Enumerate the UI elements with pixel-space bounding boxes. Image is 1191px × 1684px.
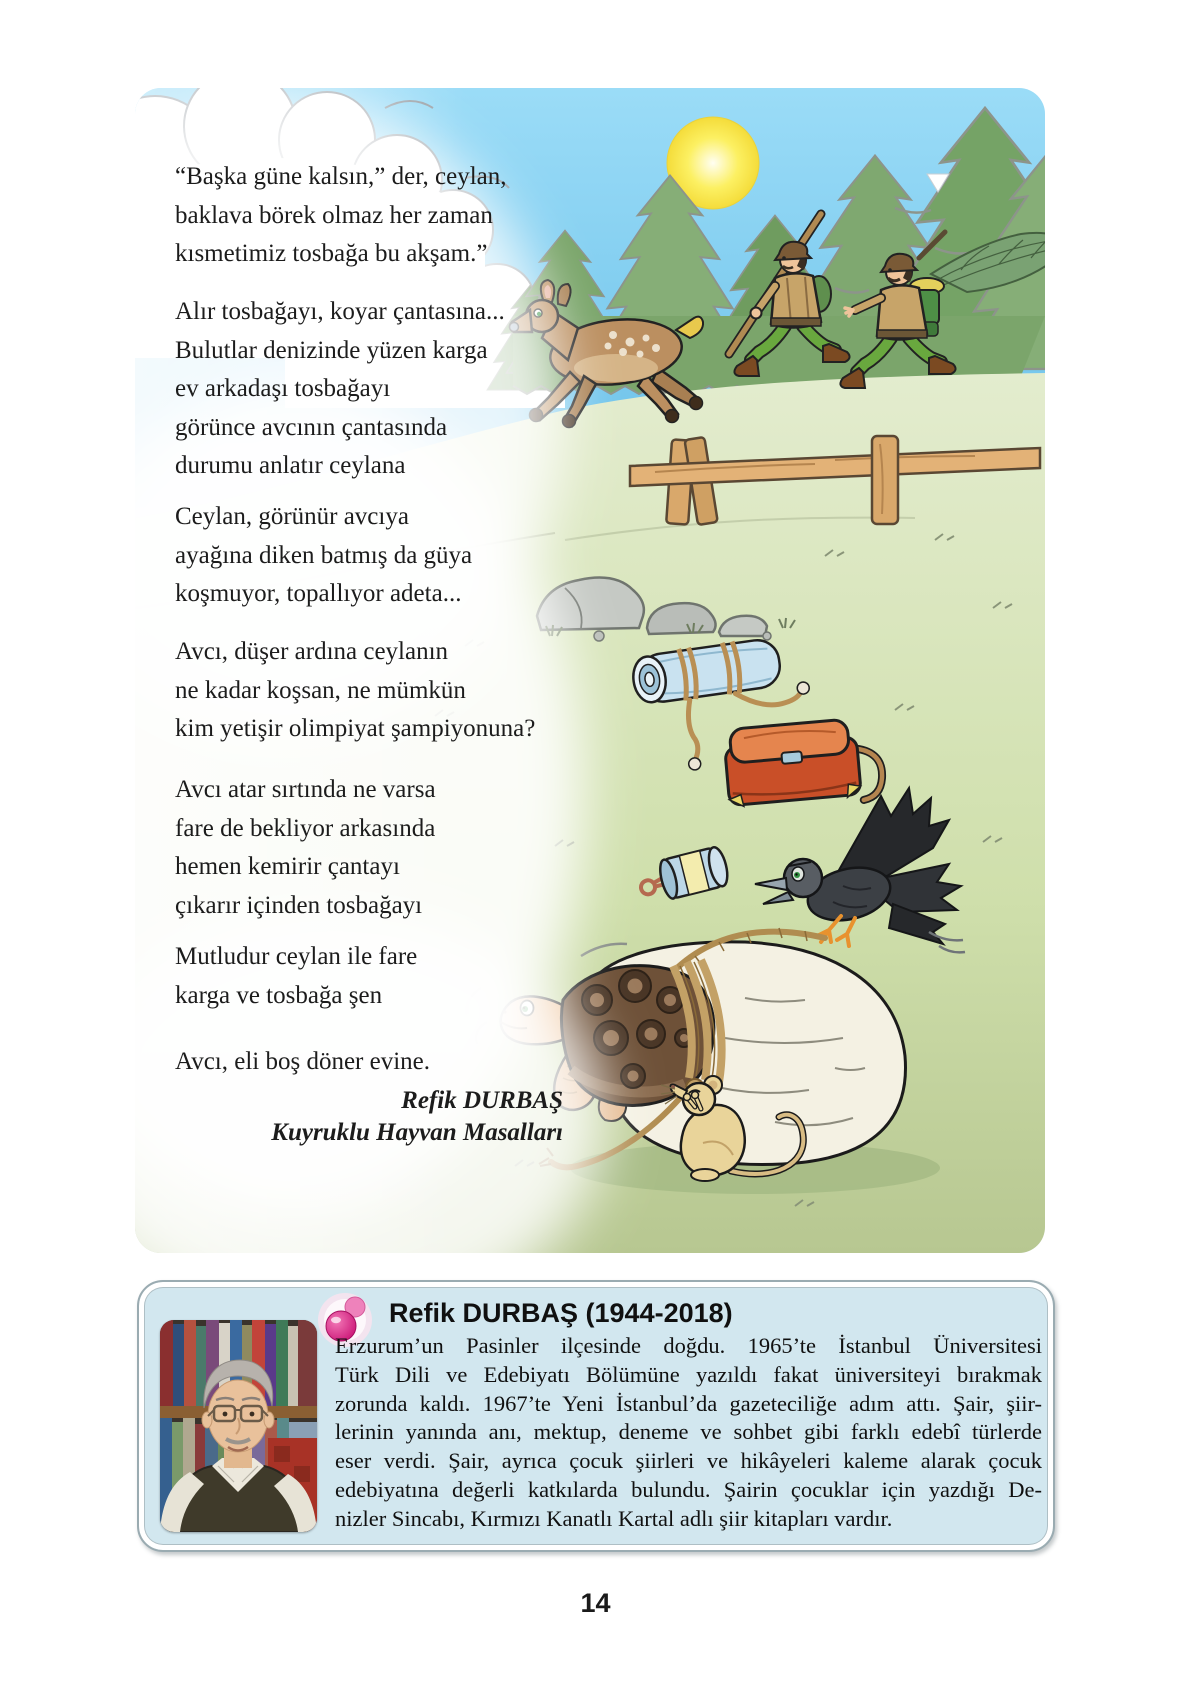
bio-line: eser verdi. Şair, ayrıca çocuk şiirleri ve hikâyeleri kaleme alarak çocuk (335, 1448, 1042, 1474)
poem-line: hemen kemirir çantayı (175, 853, 400, 880)
poem-line: Mutludur ceylan ile fare (175, 943, 418, 970)
poem-line: karga ve tosbağa şen (175, 981, 383, 1009)
author-photo (160, 1320, 317, 1532)
poem-line: görünce avcının çantasında (175, 413, 448, 441)
poem-line: Ceylan, görünür avcıya (175, 503, 409, 530)
poem-line: durumu anlatır ceylana (175, 452, 406, 479)
poem-attribution (175, 1085, 563, 1149)
poem (135, 88, 1045, 1253)
poem-line: ayağına diken batmış da güya (175, 541, 473, 569)
poem-line: ev arkadaşı tosbağayı (175, 375, 391, 402)
poem-stanza-6 (175, 938, 417, 1015)
illustration-panel (135, 88, 1045, 1253)
poem-line: koşmuyor, topallıyor adeta... (175, 580, 462, 607)
poem-line: Avcı, eli boş döner evine. (175, 1048, 431, 1075)
bio-line: edebiyatına değerli katkılarda bulundu. Şairin çocuklar için yazdığı De- (335, 1476, 1042, 1502)
poem-author: Refik DURBAŞ (401, 1087, 563, 1114)
poem-line: “Başka güne kalsın,” der, ceylan, (175, 163, 507, 190)
poem-stanza-2 (175, 293, 505, 486)
page-number: 14 (580, 1588, 611, 1618)
poem-line: Alır tosbağayı, koyar çantasına... (175, 298, 505, 325)
poem-line: çıkarır içinden tosbağayı (175, 891, 423, 919)
poem-line: baklava börek olmaz her zaman (175, 201, 493, 229)
poem-line: Bulutlar denizinde yüzen karga (175, 336, 488, 364)
poem-source: Kuyruklu Hayvan Masalları (271, 1119, 563, 1146)
poem-stanza-3 (175, 498, 472, 614)
poem-line: ne kadar koşsan, ne mümkün (175, 676, 466, 704)
bio-line: Türk Dili ve Edebiyatı Bölümüne yazıldı fakat üniversiteyi bırakmak (335, 1361, 1042, 1387)
poem-line: Avcı, düşer ardına ceylanın (175, 638, 449, 665)
poem-line: kısmetimiz tosbağa bu akşam.” (175, 240, 488, 267)
poem-stanza-7 (175, 1043, 430, 1082)
bio-line: zorunda kaldı. 1967’te Yeni İstanbul’da gazeteciliğe adım attı. Şair, şiir- (335, 1390, 1042, 1416)
poem-stanza-1 (175, 158, 507, 274)
poem-line: Avcı atar sırtında ne varsa (175, 776, 436, 803)
poem-stanza-4 (175, 633, 535, 749)
bio-line: nizler Sincabı, Kırmızı Kanatlı Kartal adlı şiir kitapları vardır. (335, 1505, 893, 1531)
author-bio (335, 1332, 1042, 1534)
poem-line: kim yetişir olimpiyat şampiyonuna? (175, 715, 536, 742)
poem-line: fare de bekliyor arkasında (175, 814, 436, 842)
author-box-title: Refik DURBAŞ (1944-2018) (389, 1298, 733, 1328)
bio-line: Erzurum’un Pasinler ilçesinde doğdu. 1965’te İstanbul Üniversitesi (335, 1333, 1042, 1358)
bio-line: lerinin yanında anı, mektup, deneme ve sohbet gibi farklı edebî türlerde (335, 1419, 1042, 1445)
author-info-box (137, 1280, 1055, 1552)
poem-stanza-5 (175, 771, 436, 925)
